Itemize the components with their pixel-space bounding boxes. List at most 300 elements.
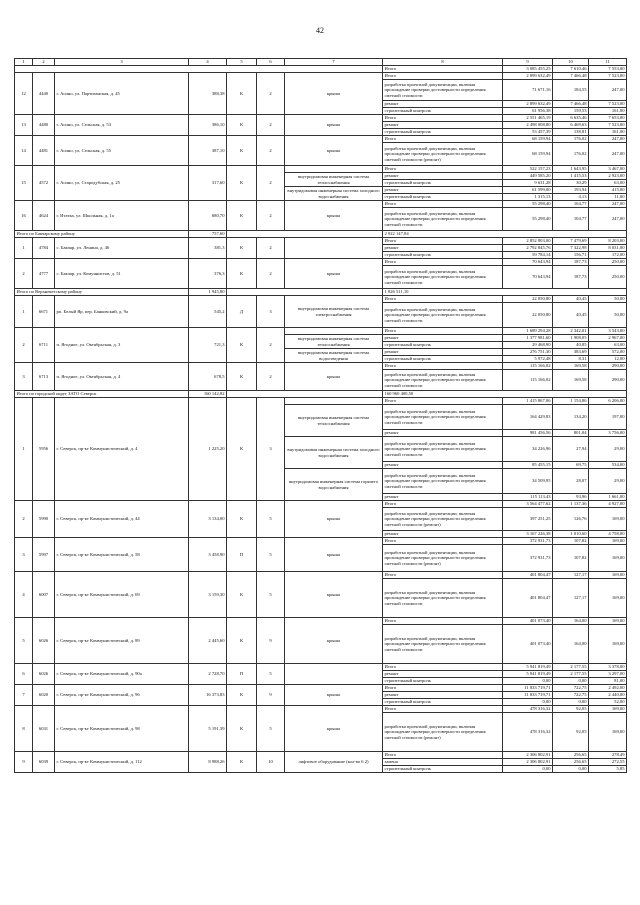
unit-cost-value: 184,55 <box>553 80 589 101</box>
work-type: крыша <box>285 363 383 391</box>
unit-cost-value: 169,58 <box>553 370 589 391</box>
unit-cost-value: 0,00 <box>553 699 589 706</box>
cost-value: 449 585,20 <box>503 173 553 180</box>
table-row <box>15 136 627 143</box>
unit-cost-value: 193,94 <box>553 187 589 194</box>
table-row <box>15 706 627 713</box>
object-class: К <box>227 752 257 773</box>
limit-value: 247,00 <box>589 143 627 166</box>
cost-value: 1 315,13 <box>503 194 553 201</box>
object-floors: 2 <box>257 201 285 231</box>
cost-value: 1 415 867,06 <box>503 398 553 405</box>
work-stage: разработка проектной документации, включая прохождение проверки достоверности определения сметной стоимости <box>383 370 503 391</box>
limit-value: 7 553,00 <box>589 66 627 73</box>
unit-cost-value: 722,75 <box>553 692 589 699</box>
object-id: 6031 <box>33 706 55 752</box>
object-number: 16 <box>15 201 33 231</box>
unit-cost-value: 0,00 <box>553 766 589 773</box>
work-type: крыша <box>285 706 383 752</box>
work-type: крыша <box>285 685 383 706</box>
cost-value: 3 167 226,38 <box>503 531 553 538</box>
limit-value: 8 031,00 <box>589 245 627 252</box>
limit-value: 50,00 <box>589 296 627 303</box>
work-stage: разработка проектной документации, включая прохождение проверки достоверности определения сметной стоимости <box>383 579 503 618</box>
object-class: К <box>227 618 257 664</box>
column-number: 1 <box>15 59 33 66</box>
object-floors: 5 <box>257 501 285 538</box>
unit-cost-value: 30,29 <box>553 180 589 187</box>
column-number: 10 <box>553 59 589 66</box>
unit-cost-value: 6 469,63 <box>553 122 589 129</box>
object-number: 4 <box>15 572 33 618</box>
cost-value: 3 085 455,25 <box>503 66 553 73</box>
limit-value: 247,00 <box>589 208 627 231</box>
unit-cost-value: 722,75 <box>553 685 589 692</box>
work-type: внутридомовая инженерная система теплоснабжения <box>285 335 383 349</box>
object-address: г. Асино, ул. Партизанская, д. 45 <box>55 73 189 115</box>
cost-value: 401 804,47 <box>503 579 553 618</box>
object-area: 386,10 <box>189 115 227 136</box>
object-floors: 2 <box>257 363 285 391</box>
limit-value: 290,00 <box>589 363 627 370</box>
limit-value: 8 203,00 <box>589 238 627 245</box>
column-number: 2 <box>33 59 55 66</box>
unit-cost-value: 7 466,48 <box>553 73 589 80</box>
unit-cost-value: 164,00 <box>553 625 589 664</box>
limit-value: 169,00 <box>589 545 627 572</box>
unit-cost-value: 92,05 <box>553 713 589 752</box>
unit-cost-value: 107,82 <box>553 538 589 545</box>
limit-value: 169,00 <box>589 579 627 618</box>
table-row <box>15 538 627 545</box>
object-floors: 5 <box>257 664 285 685</box>
object-address: г. Северск, пр-кт Коммунистический, д. 69 <box>55 572 189 618</box>
cost-value: 22 050,80 <box>503 296 553 303</box>
unit-cost-value: 2 342,01 <box>553 328 589 335</box>
cost-value: 34 509,95 <box>503 469 553 494</box>
unit-cost-value: 176,02 <box>553 136 589 143</box>
object-number: 15 <box>15 166 33 201</box>
work-stage: разработка проектной документации, включая прохождение проверки достоверности определения сметной стоимости (ремонт) <box>383 143 503 166</box>
cost-value: 68 159,94 <box>503 136 553 143</box>
object-area: 381,3 <box>189 238 227 259</box>
object-floors: 5 <box>257 538 285 572</box>
unit-cost-value: 7 479,69 <box>553 238 589 245</box>
cost-value: 0,00 <box>503 766 553 773</box>
table-row <box>15 201 627 208</box>
unit-cost-value: 69,75 <box>553 462 589 469</box>
work-stage: Итого <box>383 166 503 173</box>
work-stage: строительный контроль <box>383 129 503 136</box>
object-class: К <box>227 166 257 201</box>
unit-cost-value: 8,31 <box>553 356 589 363</box>
unit-cost-value: 176,02 <box>553 143 589 166</box>
blank <box>227 289 383 296</box>
object-floors: 2 <box>257 73 285 115</box>
work-type: крыша <box>285 259 383 289</box>
work-type <box>285 664 383 685</box>
work-type: внутридомовая инженерная система теплоснабжения <box>285 173 383 187</box>
table-row <box>15 59 627 66</box>
object-address: г. Северск, пр-кт Коммунистический, д. 98 <box>55 706 189 752</box>
limit-value: 2 967,00 <box>589 335 627 342</box>
limit-value: 63,00 <box>589 342 627 349</box>
limit-value: 250,00 <box>589 266 627 289</box>
limit-value: 7 523,00 <box>589 73 627 80</box>
object-address: рп. Белый Яр, пер. Банковский, д. 9а <box>55 296 189 328</box>
unit-cost-value: 126,76 <box>553 508 589 531</box>
unit-cost-value: 104,77 <box>553 208 589 231</box>
object-id: 4784 <box>33 238 55 259</box>
cost-value: 2 852 803,00 <box>503 238 553 245</box>
object-floors: 5 <box>257 572 285 618</box>
work-type <box>285 328 383 335</box>
limit-value: 169,00 <box>589 625 627 664</box>
cost-value: 11 833 719,71 <box>503 692 553 699</box>
unit-cost-value: 1 010,60 <box>553 531 589 538</box>
limit-value: 11,00 <box>589 194 627 201</box>
table-row <box>15 391 627 398</box>
object-address: г. Асино, ул. Стародубская, д. 25 <box>55 166 189 201</box>
unit-cost-value: 27,94 <box>553 437 589 462</box>
work-type: крыша <box>285 538 383 572</box>
object-id: 6026 <box>33 664 55 685</box>
limit-value: 290,00 <box>589 370 627 391</box>
object-class: К <box>227 706 257 752</box>
table-row <box>15 73 627 80</box>
work-stage: разработка проектной документации, включая прохождение проверки достоверности определения сметной стоимости <box>383 303 503 328</box>
work-type: крыша <box>285 501 383 538</box>
work-stage: Итого <box>383 752 503 759</box>
unit-cost-value: 383,69 <box>553 349 589 356</box>
unit-cost-value: 40,45 <box>553 303 589 328</box>
object-area: 388,38 <box>189 73 227 115</box>
work-type: крыша <box>285 115 383 136</box>
work-stage: Итого <box>383 572 503 579</box>
work-stage: Итого <box>383 259 503 266</box>
object-number: 2 <box>15 328 33 363</box>
work-type: внутридомовая инженерная система холодного водоснабжения <box>285 187 383 201</box>
cost-value: 34 226,96 <box>503 437 553 462</box>
work-stage: ремонт <box>383 245 503 252</box>
district-total-value: 1 826 511,10 <box>383 289 627 296</box>
column-number: 7 <box>285 59 383 66</box>
work-stage: строительный контроль <box>383 252 503 259</box>
district-total-area: 160 142,82 <box>189 391 227 398</box>
cost-value: 61 599,00 <box>503 187 553 194</box>
limit-value: 6 206,00 <box>589 398 627 405</box>
unit-cost-value: 0,00 <box>553 678 589 685</box>
work-stage: строительный контроль <box>383 180 503 187</box>
limit-value: 3 543,00 <box>589 328 627 335</box>
work-stage: ремонт <box>383 335 503 342</box>
object-class: К <box>227 259 257 289</box>
object-id: 6711 <box>33 328 55 363</box>
object-number: 12 <box>15 73 33 115</box>
unit-cost-value: 1 643,95 <box>553 166 589 173</box>
cost-value: 115 113,43 <box>503 494 553 501</box>
cost-value: 3 564 477,62 <box>503 501 553 508</box>
work-type: внутридомовая инженерная система теплоснабжения <box>285 405 383 437</box>
object-class: К <box>227 685 257 706</box>
object-address: г. Северск, пр-кт Коммунистический, д. 112 <box>55 752 189 773</box>
cost-value: 164 429,83 <box>503 405 553 430</box>
unit-cost-value: 2 177,55 <box>553 664 589 671</box>
limit-value: 4 758,00 <box>589 531 627 538</box>
table-row <box>15 501 627 508</box>
work-type: лифтовое оборудование (кол-во 6 2) <box>285 752 383 773</box>
limit-value: 169,00 <box>589 538 627 545</box>
object-class: К <box>227 572 257 618</box>
limit-value: 534,00 <box>589 462 627 469</box>
object-class: К <box>227 398 257 501</box>
cost-value: 1 377 981,60 <box>503 335 553 342</box>
work-stage: Итого <box>383 328 503 335</box>
object-class: К <box>227 238 257 259</box>
object-area: 8 988,26 <box>189 752 227 773</box>
work-stage: разработка проектной документации, включая прохождение проверки достоверности определения сметной стоимости (ремонт) <box>383 508 503 531</box>
work-stage: ремонт <box>383 531 503 538</box>
unit-cost-value: 156,71 <box>553 252 589 259</box>
blank <box>227 231 383 238</box>
limit-value: 81,00 <box>589 678 627 685</box>
cost-value: 55 298,40 <box>503 208 553 231</box>
work-type: крыша <box>285 618 383 664</box>
object-class: К <box>227 201 257 231</box>
work-type: крыша <box>285 136 383 166</box>
object-id: 5990 <box>33 501 55 538</box>
work-stage: разработка проектной документации, включая прохождение проверки достоверности определения сметной стоимости <box>383 469 503 494</box>
work-stage: разработка проектной документации, включая прохождение проверки достоверности определения сметной стоимости (ремонт) <box>383 545 503 572</box>
limit-value: 169,00 <box>589 713 627 752</box>
limit-value: 29,00 <box>589 469 627 494</box>
table-row <box>15 238 627 245</box>
limit-value: 7 523,00 <box>589 101 627 108</box>
object-floors: 2 <box>257 259 285 289</box>
object-id: 6713 <box>33 363 55 391</box>
object-address: п. Ягодное, ул. Октябрьская, д. 4 <box>55 363 189 391</box>
column-number: 3 <box>55 59 189 66</box>
table-row <box>15 328 627 335</box>
object-address: с. Бакчар, ул. Комуннистов, д. 51 <box>55 259 189 289</box>
work-stage: строительный контроль <box>383 194 503 201</box>
work-stage: ремонт <box>383 671 503 678</box>
cost-value: 0,00 <box>503 699 553 706</box>
object-number: 13 <box>15 115 33 136</box>
object-number: 5 <box>15 618 33 664</box>
cost-value: 70 643,94 <box>503 259 553 266</box>
object-class: П <box>227 538 257 572</box>
unit-cost-value: 256,65 <box>553 759 589 766</box>
object-floors: 2 <box>257 166 285 201</box>
object-number: 3 <box>15 538 33 572</box>
limit-value: 172,00 <box>589 252 627 259</box>
limit-value: 3 756,00 <box>589 430 627 437</box>
work-stage: строительный контроль <box>383 678 503 685</box>
unit-cost-value: 28,07 <box>553 469 589 494</box>
work-type: крыша <box>285 73 383 115</box>
unit-cost-value: 187,73 <box>553 259 589 266</box>
unit-cost-value: 1 154,86 <box>553 398 589 405</box>
blank <box>15 66 383 73</box>
work-stage: Итого <box>383 685 503 692</box>
unit-cost-value: 104,77 <box>553 201 589 208</box>
table-row <box>15 231 627 238</box>
object-area: 545,2 <box>189 296 227 328</box>
page-number: 42 <box>316 26 324 35</box>
object-address: г. Итатка, ул. Школьная, д. 1а <box>55 201 189 231</box>
cost-value: 5 941 819,49 <box>503 671 553 678</box>
unit-cost-value: 1 415,53 <box>553 173 589 180</box>
limit-value: 247,00 <box>589 80 627 101</box>
capital-repair-register-table <box>14 58 627 773</box>
object-area: 721,3 <box>189 328 227 363</box>
limit-value: 2 440,00 <box>589 692 627 699</box>
work-type: внутридомовая инженерная система водоотведения <box>285 349 383 363</box>
object-floors: 10 <box>257 752 285 773</box>
object-id: 4481 <box>33 136 55 166</box>
object-number: 3 <box>15 363 33 391</box>
unit-cost-value: 7 610,46 <box>553 66 589 73</box>
cost-value: 115 166,02 <box>503 363 553 370</box>
work-type <box>285 398 383 405</box>
work-stage: Итого <box>383 538 503 545</box>
object-address: г. Северск, пр-кт Коммунистический, д. 90а <box>55 664 189 685</box>
table-row <box>15 115 627 122</box>
unit-cost-value: 138,81 <box>553 129 589 136</box>
work-stage: ремонт <box>383 173 503 180</box>
limit-value: 572,00 <box>589 349 627 356</box>
object-number: 8 <box>15 706 33 752</box>
limit-value: 169,00 <box>589 572 627 579</box>
limit-value: 247,00 <box>589 201 627 208</box>
limit-value: 3 378,00 <box>589 664 627 671</box>
unit-cost-value: 164,00 <box>553 618 589 625</box>
cost-value: 401 804,47 <box>503 572 553 579</box>
limit-value: 3 467,00 <box>589 166 627 173</box>
work-stage: Итого <box>383 238 503 245</box>
object-id: 6026 <box>33 618 55 664</box>
unit-cost-value: 1 908,05 <box>553 335 589 342</box>
work-stage: строительный контроль <box>383 108 503 115</box>
limit-value: 2 923,00 <box>589 173 627 180</box>
object-address: г. Асино, ул. Сельская, д. 53 <box>55 115 189 136</box>
column-number: 6 <box>257 59 285 66</box>
cost-value: 53 457,39 <box>503 129 553 136</box>
object-class: К <box>227 73 257 115</box>
cost-value: 372 931,73 <box>503 545 553 572</box>
work-type: внутридомовая инженерная система электроснабжения <box>285 296 383 328</box>
cost-value: 85 455,15 <box>503 462 553 469</box>
cost-value: 9 631,28 <box>503 180 553 187</box>
cost-value: 2 899 632,49 <box>503 73 553 80</box>
object-area: 680,70 <box>189 201 227 231</box>
column-number: 4 <box>189 59 227 66</box>
cost-value: 478 316,32 <box>503 706 553 713</box>
work-stage: Итого <box>383 363 503 370</box>
limit-value: 29,00 <box>589 437 627 462</box>
cost-value: 397 251,25 <box>503 508 553 531</box>
table-row <box>15 572 627 579</box>
work-type <box>285 166 383 173</box>
limit-value: 2 492,00 <box>589 685 627 692</box>
object-id: 4440 <box>33 73 55 115</box>
object-area: 317,60 <box>189 166 227 201</box>
limit-value: 12,00 <box>589 356 627 363</box>
table-row <box>15 363 627 370</box>
object-id: 4480 <box>33 115 55 136</box>
object-area: 3 134,00 <box>189 501 227 538</box>
unit-cost-value: 127,17 <box>553 572 589 579</box>
object-number: 1 <box>15 398 33 501</box>
table-row <box>15 296 627 303</box>
object-address: п. Ягодное, ул. Октябрьская, д. 3 <box>55 328 189 363</box>
object-id: 4572 <box>33 166 55 201</box>
object-area: 3 159,30 <box>189 572 227 618</box>
object-area: 678,5 <box>189 363 227 391</box>
work-stage: замена <box>383 759 503 766</box>
limit-value: 247,00 <box>589 136 627 143</box>
object-address: с. Бакчар, ул. Ленина, д. 46 <box>55 238 189 259</box>
object-class: К <box>227 115 257 136</box>
cost-value: 22 050,80 <box>503 303 553 328</box>
work-type: крыша <box>285 572 383 618</box>
object-address: г. Северск, пр-кт Коммунистический, д. 58 <box>55 538 189 572</box>
work-stage: разработка проектной документации, включая прохождение проверки достоверности определения сметной стоимости <box>383 625 503 664</box>
object-class: К <box>227 136 257 166</box>
district-total-value: 160 960 400,50 <box>383 391 627 398</box>
work-stage: ремонт <box>383 187 503 194</box>
object-id: 6007 <box>33 572 55 618</box>
table-row <box>15 752 627 759</box>
district-total-label: Итого по городской округ ЗАТО Северск <box>15 391 189 398</box>
object-id: 6671 <box>33 296 55 328</box>
object-floors: 2 <box>257 136 285 166</box>
work-stage: Итого <box>383 66 503 73</box>
object-floors: 2 <box>257 115 285 136</box>
work-stage: разработка проектной документации, включая прохождение проверки достоверности определения сметной стоимости <box>383 208 503 231</box>
object-area: 387,10 <box>189 136 227 166</box>
work-type <box>285 238 383 259</box>
unit-cost-value: 4,13 <box>553 194 589 201</box>
work-stage: разработка проектной документации, включая прохождение проверки достоверности определения сметной стоимости <box>383 437 503 462</box>
district-total-area: 757,60 <box>189 231 227 238</box>
work-stage: Итого <box>383 115 503 122</box>
work-stage: Итого <box>383 398 503 405</box>
table-row <box>15 398 627 405</box>
limit-value: 3 297,00 <box>589 671 627 678</box>
unit-cost-value: 127,17 <box>553 579 589 618</box>
unit-cost-value: 6 635,46 <box>553 115 589 122</box>
work-type: внутридомовая инженерная система горячего водоснабжения <box>285 469 383 501</box>
cost-value: 5 972,48 <box>503 356 553 363</box>
limit-value: 415,00 <box>589 187 627 194</box>
cost-value: 68 159,94 <box>503 143 553 166</box>
table-row <box>15 166 627 173</box>
object-floors: 5 <box>257 706 285 752</box>
unit-cost-value: 7 322,98 <box>553 245 589 252</box>
work-stage: разработка проектной документации, включая прохождение проверки достоверности определения сметной стоимости (ремонт) <box>383 713 503 752</box>
object-address: г. Северск, пр-кт Коммунистический, д. 96 <box>55 685 189 706</box>
unit-cost-value: 2 177,55 <box>553 671 589 678</box>
unit-cost-value: 93,96 <box>553 494 589 501</box>
object-area: 3 458,90 <box>189 538 227 572</box>
work-stage: Итого <box>383 73 503 80</box>
cost-value: 2 792 845,76 <box>503 245 553 252</box>
work-type: внутридомовая инженерная система холодного водоснабжения <box>285 437 383 469</box>
object-id: 4777 <box>33 259 55 289</box>
limit-value: 272,55 <box>589 759 627 766</box>
